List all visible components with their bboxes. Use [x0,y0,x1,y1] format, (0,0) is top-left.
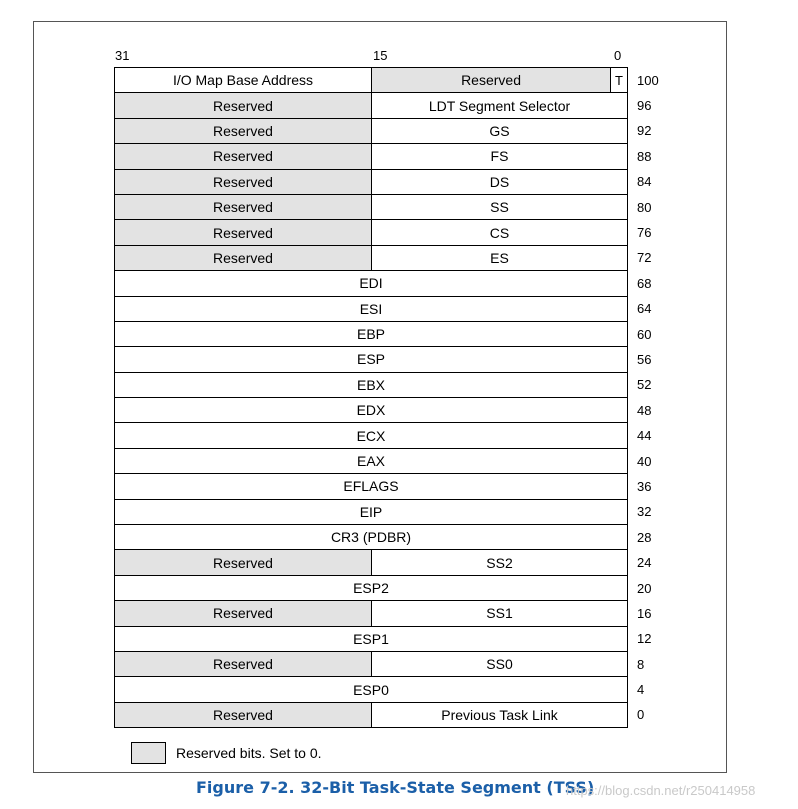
byte-offset-label: 0 [637,707,645,723]
register-field: ESP0 [353,681,389,698]
bit-label-31: 31 [115,48,130,63]
register-field: EDI [359,275,383,292]
upper-field: Reserved [115,601,372,625]
byte-offset-label: 92 [637,123,652,139]
t-flag-field: T [615,72,623,88]
tss-row [114,271,652,296]
bit-label-0: 0 [614,48,622,63]
figure-caption: Figure 7-2. 32-Bit Task-State Segment (TSS) [196,778,595,797]
tss-row [114,347,652,372]
legend [131,742,322,764]
reserved-field: Reserved [372,68,611,92]
tss-row [114,322,652,347]
tss-row [114,119,652,144]
byte-offset-label: 12 [637,631,652,647]
lower-field: SS1 [486,605,513,622]
tss-row [114,170,652,195]
lower-field: ES [490,249,509,266]
register-field: ECX [356,427,386,444]
register-field: EBX [356,376,385,393]
tss-row [114,576,652,601]
byte-offset-label: 24 [637,555,652,571]
lower-field: SS0 [486,656,513,673]
legend-text: Reserved bits. Set to 0. [176,745,322,761]
register-field: ESI [359,300,383,317]
register-field: EFLAGS [343,478,399,495]
tss-row [114,652,645,677]
register-field: EAX [356,453,385,470]
byte-offset-label: 60 [637,326,652,342]
byte-offset-label: 96 [637,98,652,114]
upper-field: Reserved [115,652,372,676]
register-field: ESP2 [353,580,389,596]
register-field: ESP1 [353,630,389,647]
lower-field: DS [489,173,510,190]
byte-offset-label: 8 [637,656,645,672]
byte-offset-label: 84 [637,174,652,190]
tss-row [114,297,652,322]
byte-offset-label: 4 [637,682,645,698]
lower-field: SS [490,199,509,216]
tss-row [114,500,652,525]
upper-field: Reserved [115,220,372,244]
tss-row [114,423,652,448]
bit-position-labels [114,48,628,64]
register-field: ESP [356,351,385,368]
byte-offset-label: 16 [637,605,652,621]
io-map-base-field: I/O Map Base Address [115,68,372,92]
tss-row [114,68,659,93]
upper-field: Reserved [115,703,372,727]
lower-field: LDT Segment Selector [428,97,571,114]
byte-offset-label: 56 [637,351,652,367]
tss-row [114,449,652,474]
tss-row [114,601,652,626]
register-field: CR3 (PDBR) [330,529,412,546]
byte-offset-label: 76 [637,225,652,241]
bit-label-15: 15 [373,48,388,63]
register-field: EIP [359,503,383,520]
tss-row [114,550,652,575]
lower-field: CS [489,224,510,241]
tss-layout-table [114,67,659,728]
tss-row [114,220,652,245]
upper-field: Reserved [115,170,372,194]
lower-field: GS [489,122,510,139]
tss-row [114,677,645,702]
byte-offset-label: 44 [637,428,652,444]
byte-offset-label: 100 [637,72,659,88]
byte-offset-label: 88 [637,148,652,164]
upper-field: Reserved [115,119,372,143]
upper-field: Reserved [115,195,372,219]
upper-field: Reserved [115,144,372,168]
upper-field: Reserved [115,550,372,574]
tss-row [114,195,652,220]
tss-row [114,144,652,169]
tss-row [114,373,652,398]
register-field: EBP [356,326,385,343]
tss-row [114,398,652,423]
byte-offset-label: 80 [637,199,652,215]
byte-offset-label: 20 [637,580,652,596]
byte-offset-label: 64 [637,301,652,317]
tss-row [114,627,652,652]
legend-swatch-reserved [131,742,166,764]
tss-row [114,525,652,550]
byte-offset-label: 36 [637,478,652,494]
byte-offset-label: 68 [637,275,652,291]
byte-offset-label: 40 [637,453,652,469]
lower-field: FS [490,148,509,165]
byte-offset-label: 72 [637,250,652,266]
byte-offset-label: 32 [637,504,652,520]
tss-row [114,703,645,728]
tss-row [114,246,652,271]
lower-field: SS2 [486,554,513,571]
upper-field: Reserved [115,246,372,270]
tss-row [114,474,652,499]
byte-offset-label: 28 [637,529,652,545]
upper-field: Reserved [115,93,372,117]
tss-row [114,93,652,118]
byte-offset-label: 52 [637,377,652,393]
lower-field: Previous Task Link [441,706,558,723]
watermark: https://blog.csdn.net/r250414958 [566,783,756,798]
byte-offset-label: 48 [637,402,652,418]
register-field: EDX [356,402,386,419]
